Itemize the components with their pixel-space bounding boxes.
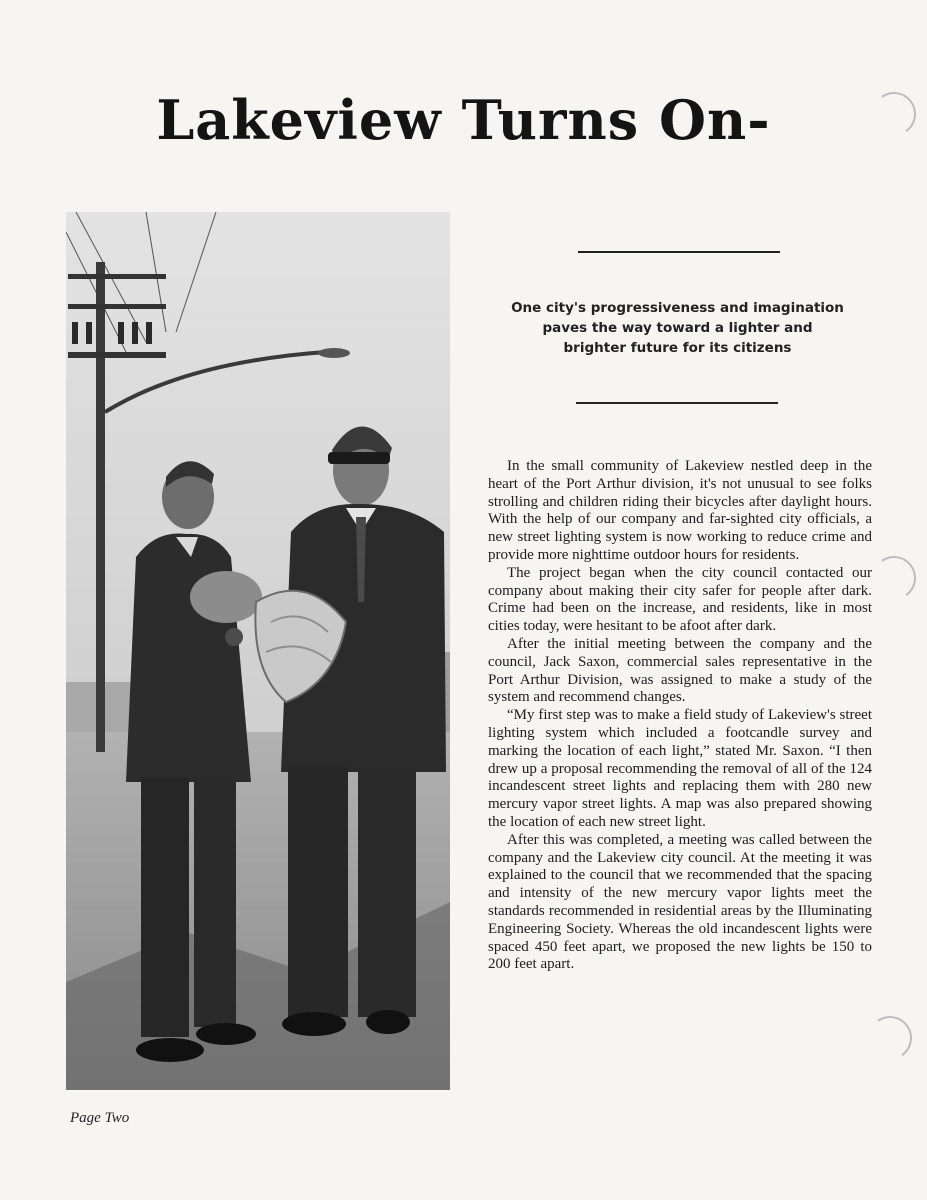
binder-hole-mark [865,1013,916,1064]
article-body [488,458,872,974]
page-number-label: Page Two [70,1110,130,1126]
article-paragraph: “My first step was to make a field study of Lakeview's street lighting system which included a footcandle survey and marking the location of each light,” stated Mr. Saxon. “I then drew up a proposal recommending the removal of all of the 124 incandescent street lights and replacing them with 280 new mercury vapor street lights. A map was also prepared showing the location of each new street light. [488,707,872,830]
subtitle-line: brighter future for its citizens [563,340,792,356]
top-divider [578,251,780,253]
photo-illustration [66,212,450,1090]
article-paragraph: After the initial meeting between the company and the council, Jack Saxon, commercial sales representative in the Port Arthur Division, was assigned to make a study of the system and recommend changes. [488,635,872,706]
article-subtitle [505,298,850,358]
article-paragraph: The project began when the city council contacted our company about making their city safer for people after dark. Crime had been on the increase, and residents, like in most cities today, were hesitant to be afoot after dark. [488,564,872,635]
subtitle-line: One city's progressiveness and imagination [511,300,844,316]
subtitle-line: paves the way toward a lighter and [542,320,813,336]
article-paragraph: After this was completed, a meeting was called between the company and the Lakeview city council. At the meeting it was explained to the council that we recommended that the spacing and intensity of the new mercury vapor lights meet the standards recommended in residential areas by the Illuminating Engineering Society. Whereas the old incandescent lights were spaced 450 feet apart, we proposed the new lights be 150 to 200 feet apart. [488,831,872,973]
article-photo [66,212,450,1090]
bottom-divider [576,402,778,404]
article-paragraph: In the small community of Lakeview nestled deep in the heart of the Port Arthur division, it's not unusual to see folks strolling and children riding their bicycles after daylight hours. With the help of our company and far-sighted city officials, a new street lighting system is now working to reduce crime and provide more nighttime outdoor hours for residents. [488,458,872,563]
article-title: Lakeview Turns On- [156,88,771,152]
binder-hole-mark [869,553,920,604]
